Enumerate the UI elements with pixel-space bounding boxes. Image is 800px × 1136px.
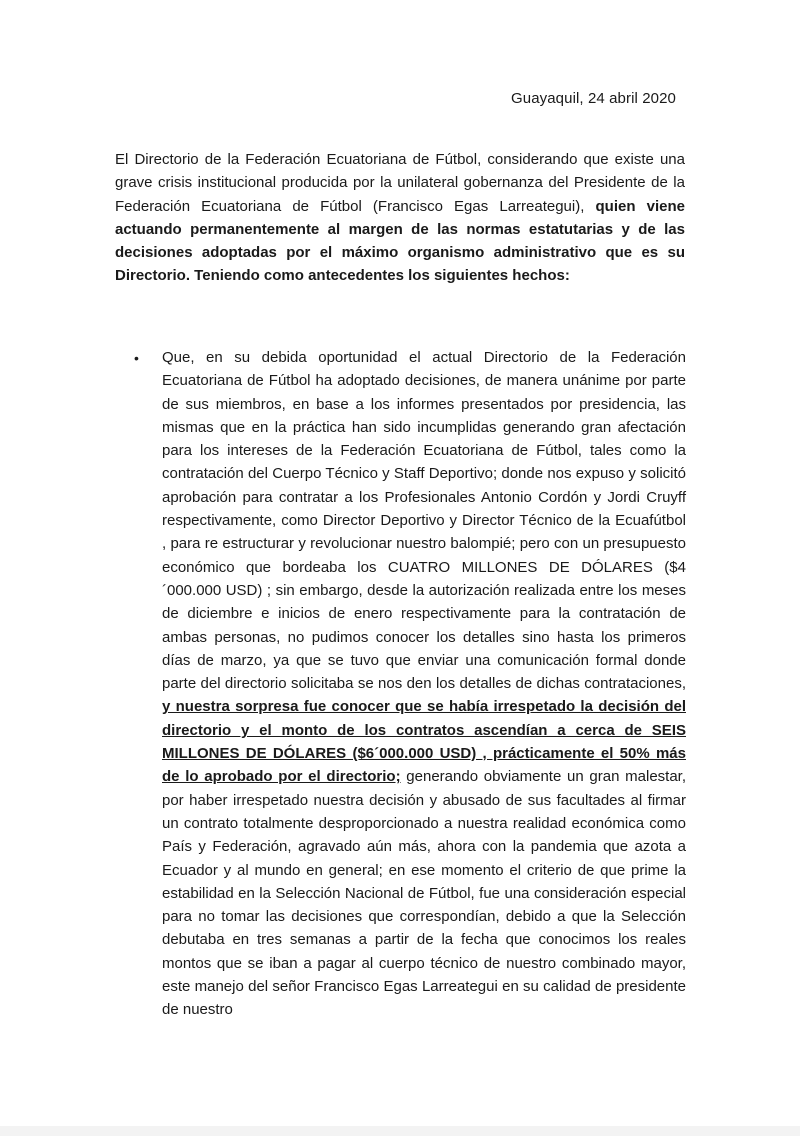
bullet-icon: • — [134, 350, 139, 366]
bullet-text-part1: Que, en su debida oportunidad el actual Directorio de la Federación Ecuatoriana de Fútbol ha adoptado decisiones, de manera unánime por parte de sus miembros, en base a los informes presentados por presidencia, las mismas que en la práctica han sido incumplidas generando gran afectación para los intereses de la Federación Ecuatoriana de Fútbol, tales como la contratación del Cuerpo Técnico y Staff Deportivo; donde nos expuso y solicitó aprobación para contratar a los Profesionales Antonio Cordón y Jordi Cruyff respectivamente, como Director Deportivo y Director Técnico de la Ecuafútbol , para re estructurar y revolucionar nuestro balompié; pero con un presupuesto económico que bordeaba los CUATRO MILLONES DE DÓLARES ($4´000.000 USD) ; sin embargo, desde la autorización realizada entre los meses de diciembre e inicios de enero respectivamente para la contratación de ambas personas, no pudimos conocer los detalles sino hasta los primeros días de marzo, ya que se tuvo que enviar una comunicación formal donde parte del directorio solicitaba se nos den los detalles de dichas contrataciones, — [162, 349, 686, 693]
bullet-emphasis-text: y nuestra sorpresa fue conocer que se había irrespetado la decisión del directorio y el monto de los contratos ascendían a cerca de SEIS MILLONES DE DÓLARES ($6´000.000 USD) , prácticamente el 50% más de lo aprobado por el directorio; — [162, 698, 686, 786]
dateline: Guayaquil, 24 abril 2020 — [510, 90, 676, 107]
bullet-item — [134, 346, 686, 1022]
bullet-paragraph — [162, 346, 686, 1022]
intro-plain-text: El Directorio de la Federación Ecuatoriana de Fútbol, considerando que existe una grave crisis institucional producida por la unilateral gobernanza del Presidente de la Federación Ecuatoriana de Fútbol (Francisco Egas Larreategui), — [115, 151, 685, 215]
bullet-text-part2: generando obviamente un gran malestar, por haber irrespetado nuestra decisión y abusado de sus facultades al firmar un contrato totalmente desproporcionado a nuestra realidad económica como País y Federación, agravado aún más, ahora con la pandemia que azota a Ecuador y al mundo en general; en ese momento el criterio de que prime la estabilidad en la Selección Nacional de Fútbol, fue una consideración especial para no tomar las decisiones que correspondían, debido a que la Selección debutaba en tres semanas a partir de la fecha que conocimos los reales montos que se iban a pagar al cuerpo técnico de nuestro combinado mayor, este manejo del señor Francisco Egas Larreategui en su calidad de presidente de nuestro — [162, 768, 687, 1019]
page-bottom-edge — [0, 1126, 800, 1136]
intro-bold-text: quien viene actuando permanentemente al margen de las normas estatutarias y de las decisiones adoptadas por el máximo organismo administrativo que es su Directorio. Teniendo como antecedentes los siguientes hechos: — [115, 197, 685, 285]
intro-paragraph — [115, 148, 685, 288]
